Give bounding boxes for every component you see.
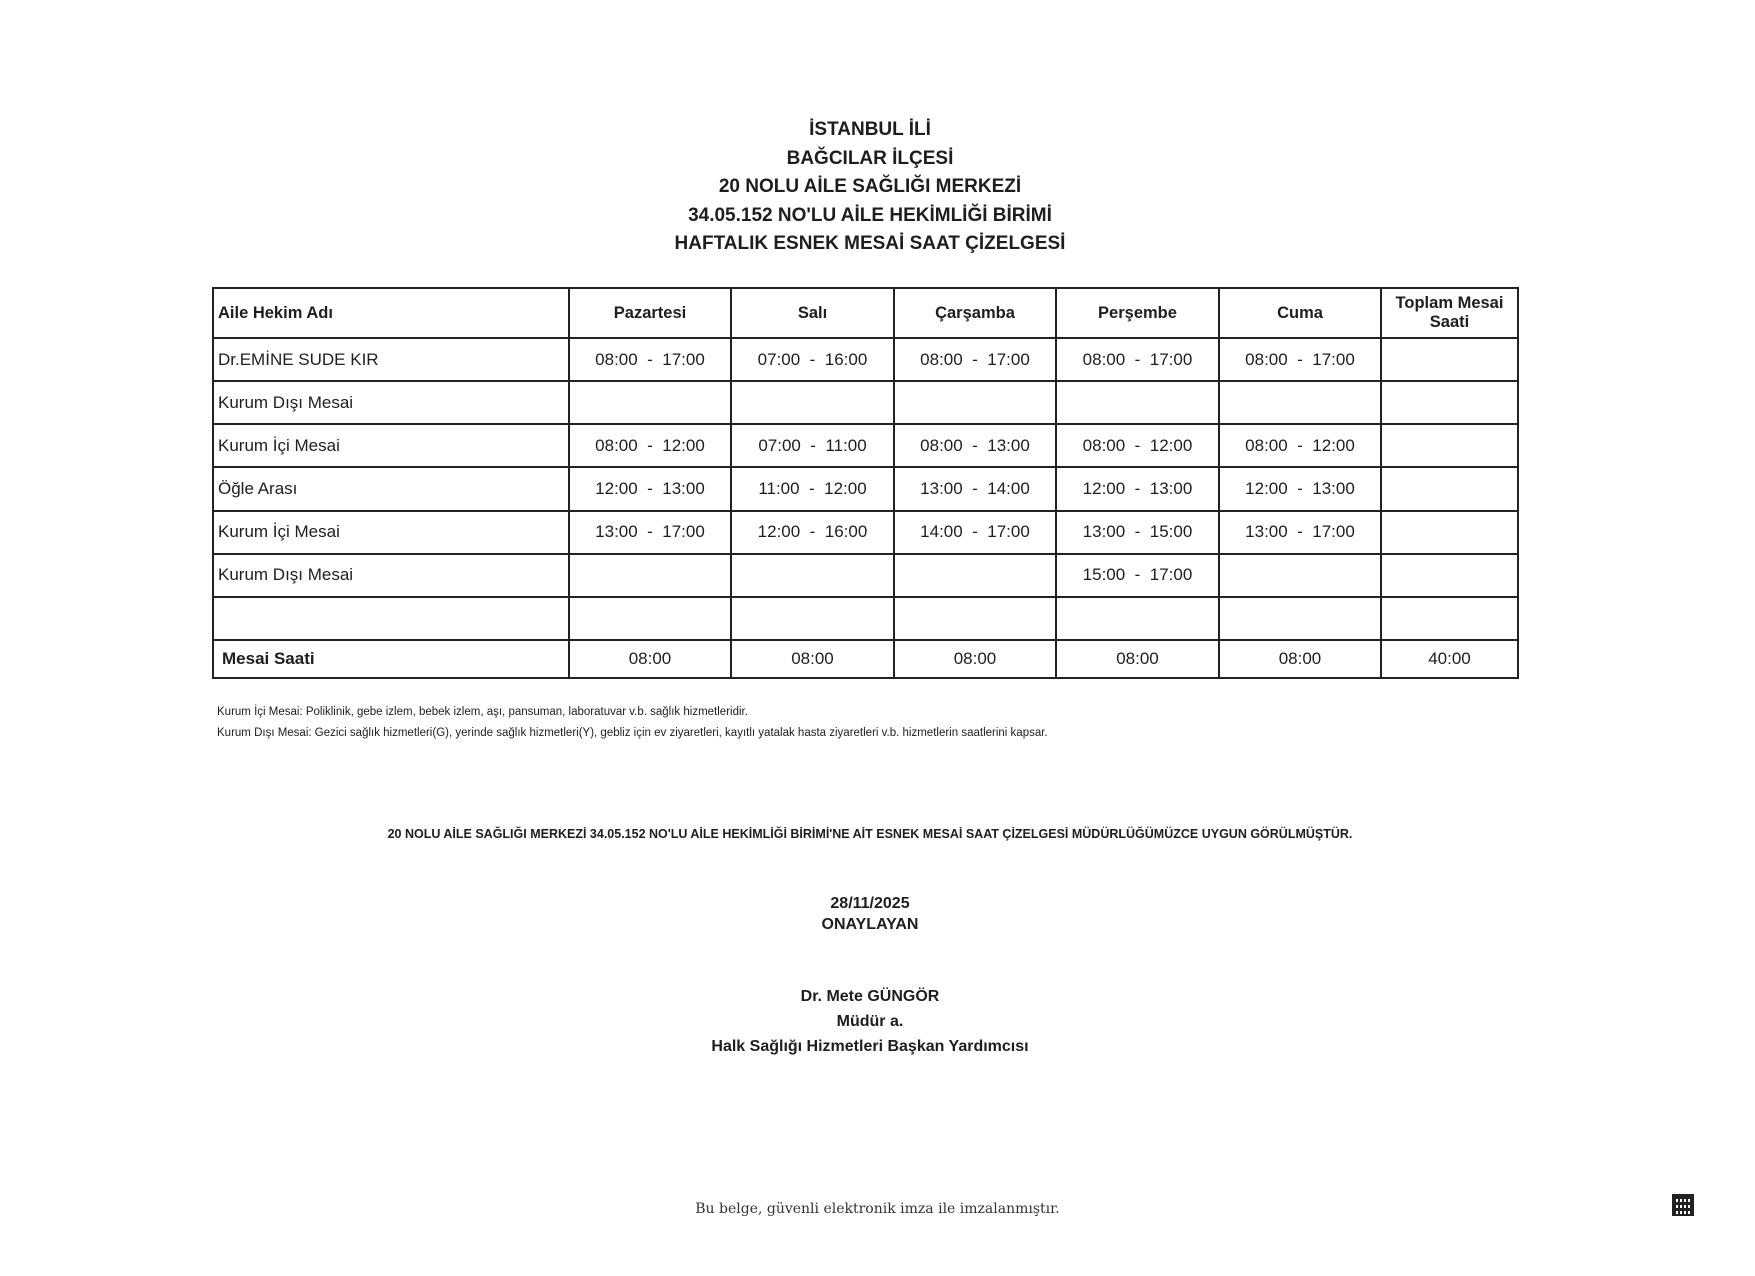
table-cell: 13:00 - 17:00 <box>569 511 731 554</box>
table-row <box>213 424 1518 467</box>
total-cell: 08:00 <box>1219 640 1381 678</box>
header-document-title: HAFTALIK ESNEK MESAİ SAAT ÇİZELGESİ <box>674 233 1066 254</box>
table-row <box>213 554 1518 597</box>
row-label: Kurum Dışı Mesai <box>213 381 569 424</box>
header-cell-total-hours: Toplam Mesai Saati <box>1381 288 1518 338</box>
table-row <box>213 467 1518 510</box>
row-label: Öğle Arası <box>213 467 569 510</box>
table-cell <box>1056 381 1219 424</box>
table-cell <box>1219 554 1381 597</box>
signatory-title: Halk Sağlığı Hizmetleri Başkan Yardımcısı <box>711 1038 1029 1055</box>
total-cell: 08:00 <box>1056 640 1219 678</box>
row-label: Dr.EMİNE SUDE KIR <box>213 338 569 381</box>
table-cell: 12:00 - 16:00 <box>731 511 894 554</box>
table-cell: 08:00 - 17:00 <box>1056 338 1219 381</box>
table-cell <box>1219 597 1381 640</box>
table-row <box>213 597 1518 640</box>
total-cell: 08:00 <box>894 640 1056 678</box>
table-cell: 13:00 - 17:00 <box>1219 511 1381 554</box>
row-label: Kurum İçi Mesai <box>213 511 569 554</box>
header-unit: 34.05.152 NO'LU AİLE HEKİMLİĞİ BİRİMİ <box>688 204 1052 226</box>
table-cell <box>569 381 731 424</box>
table-cell: 08:00 - 13:00 <box>894 424 1056 467</box>
table-cell <box>1219 381 1381 424</box>
table-cell <box>1381 338 1518 381</box>
table-cell: 12:00 - 13:00 <box>1219 467 1381 510</box>
table-cell <box>731 597 894 640</box>
table-cell: 12:00 - 13:00 <box>569 467 731 510</box>
header-cell-thursday: Perşembe <box>1056 288 1219 338</box>
table-header-row <box>213 288 1518 338</box>
table-cell <box>569 597 731 640</box>
row-label <box>213 597 569 640</box>
row-label: Kurum Dışı Mesai <box>213 554 569 597</box>
header-cell-wednesday: Çarşamba <box>894 288 1056 338</box>
table-cell <box>731 381 894 424</box>
header-cell-friday: Cuma <box>1219 288 1381 338</box>
qr-code-icon <box>1672 1194 1694 1216</box>
header-cell-tuesday: Salı <box>731 288 894 338</box>
table-cell: 08:00 - 12:00 <box>1219 424 1381 467</box>
table-cell: 13:00 - 14:00 <box>894 467 1056 510</box>
table-cell: 14:00 - 17:00 <box>894 511 1056 554</box>
total-cell: 08:00 <box>569 640 731 678</box>
table-cell <box>1056 597 1219 640</box>
table-cell <box>894 597 1056 640</box>
table-cell <box>1381 554 1518 597</box>
table-cell: 13:00 - 15:00 <box>1056 511 1219 554</box>
approval-statement: 20 NOLU AİLE SAĞLIĞI MERKEZİ 34.05.152 NO'LU AİLE HEKİMLİĞİ BİRİMİ'NE AİT ESNEK MESAİ SAAT ÇİZELGESİ MÜDÜRLÜĞÜMÜZCE UYGUN GÖRÜLMÜŞTÜR. <box>387 827 1353 841</box>
header-cell-monday: Pazartesi <box>569 288 731 338</box>
table-cell: 08:00 - 17:00 <box>569 338 731 381</box>
table-cell <box>569 554 731 597</box>
header-province: İSTANBUL İLİ <box>809 119 931 140</box>
table-cell: 12:00 - 13:00 <box>1056 467 1219 510</box>
e-signature-note: Bu belge, güvenli elektronik imza ile imzalanmıştır. <box>695 1201 1060 1217</box>
table-cell <box>731 554 894 597</box>
row-label: Kurum İçi Mesai <box>213 424 569 467</box>
table-cell <box>1381 597 1518 640</box>
signature-block <box>0 984 1740 1059</box>
table-cell: 11:00 - 12:00 <box>731 467 894 510</box>
table-cell: 07:00 - 16:00 <box>731 338 894 381</box>
table-cell <box>894 381 1056 424</box>
signatory-role: Müdür a. <box>836 1013 904 1030</box>
table-cell <box>894 554 1056 597</box>
total-cell-weekly: 40:00 <box>1381 640 1518 678</box>
table-row <box>213 338 1518 381</box>
approved-by-label: ONAYLAYAN <box>821 916 919 933</box>
table-cell <box>1381 467 1518 510</box>
total-cell: 08:00 <box>731 640 894 678</box>
signatory-name: Dr. Mete GÜNGÖR <box>800 988 940 1005</box>
approval-date-block <box>0 893 1740 935</box>
table-cell: 07:00 - 11:00 <box>731 424 894 467</box>
footnote-internal: Kurum İçi Mesai: Poliklinik, gebe izlem, bebek izlem, aşı, pansuman, laboratuvar v.b. sağlık hizmetleridir. <box>217 706 748 718</box>
header-cell-doctor-name: Aile Hekim Adı <box>213 288 569 338</box>
header-district: BAĞCILAR İLÇESİ <box>786 147 954 169</box>
document-header <box>0 116 1740 259</box>
total-row <box>213 640 1518 678</box>
approval-date: 28/11/2025 <box>830 895 910 912</box>
table-cell: 15:00 - 17:00 <box>1056 554 1219 597</box>
footnote-external: Kurum Dışı Mesai: Gezici sağlık hizmetleri(G), yerinde sağlık hizmetleri(Y), gebliz için ev ziyaretleri, kayıtlı yatalak hasta ziyaretleri v.b. hizmetlerin saatlerini kapsar. <box>217 727 1048 739</box>
table-cell: 08:00 - 17:00 <box>1219 338 1381 381</box>
total-label: Mesai Saati <box>213 640 569 678</box>
schedule-table <box>212 287 1519 679</box>
table-cell <box>1381 511 1518 554</box>
table-cell <box>1381 424 1518 467</box>
table-cell: 08:00 - 12:00 <box>1056 424 1219 467</box>
table-row <box>213 511 1518 554</box>
table-row <box>213 381 1518 424</box>
header-health-center: 20 NOLU AİLE SAĞLIĞI MERKEZİ <box>718 176 1022 197</box>
footnotes <box>217 702 1048 744</box>
table-cell: 08:00 - 12:00 <box>569 424 731 467</box>
table-cell: 08:00 - 17:00 <box>894 338 1056 381</box>
table-cell <box>1381 381 1518 424</box>
